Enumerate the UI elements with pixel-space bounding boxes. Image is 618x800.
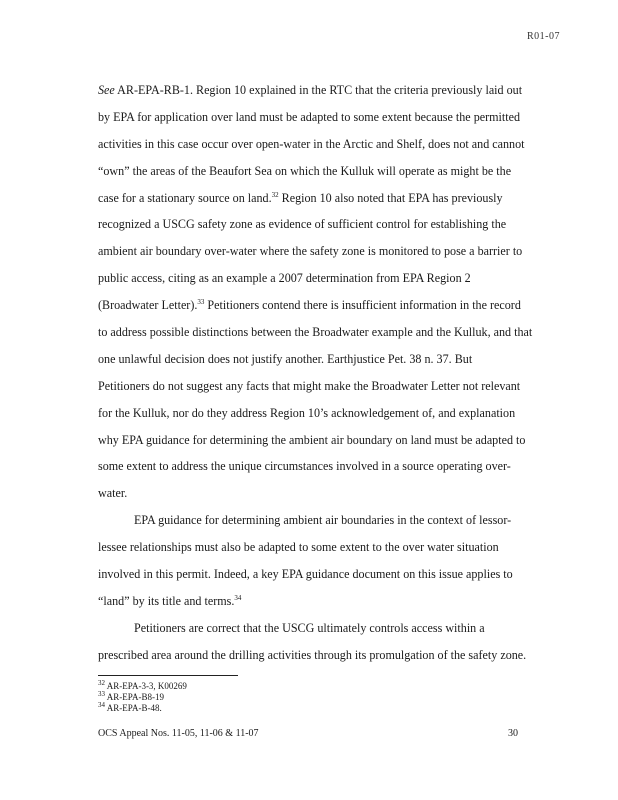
footnote: $^{34}$ AR-EPA-B-48. bbox=[98, 701, 162, 713]
text-line: some extent to address the unique circumstances involved in a source operating over- bbox=[98, 459, 511, 474]
text-line: public access, citing as an example a 2007 determination from EPA Region 2 bbox=[98, 271, 471, 286]
text-line: involved in this permit. Indeed, a key EPA guidance document on this issue applies to bbox=[98, 567, 513, 582]
text-line: one unlawful decision does not justify another. Earthjustice Pet. 38 n. 37. But bbox=[98, 351, 473, 366]
footer-case-caption: OCS Appeal Nos. 11-05, 11-06 & 11-07 bbox=[98, 728, 259, 739]
see-signal: See bbox=[98, 83, 115, 97]
footnote: $^{32}$ AR-EPA-3-3, K00269 bbox=[98, 679, 187, 691]
text-line: EPA guidance for determining ambient air boundaries in the context of lessor- bbox=[134, 513, 512, 528]
text-line: (Broadwater Letter).$^{33}$ Petitioners contend there is insufficient information in the record bbox=[98, 298, 521, 313]
text-line: for the Kulluk, nor do they address Region 10’s acknowledgement of, and explanation bbox=[98, 405, 516, 420]
text-line: activities in this case occur over open-water in the Arctic and Shelf, does not and cannot bbox=[98, 136, 525, 151]
text-line: to address possible distinctions between the Broadwater example and the Kulluk, and that bbox=[98, 325, 533, 340]
text-line: See AR-EPA-RB-1. Region 10 explained in the RTC that the criteria previously laid out bbox=[98, 83, 523, 97]
footnote-ref[interactable]: 34 bbox=[234, 593, 242, 602]
footnote-divider bbox=[98, 675, 238, 676]
text-line: prescribed area around the drilling activities through its promulgation of the safety zone. bbox=[98, 647, 527, 662]
text-line: by EPA for application over land must be adapted to some extent because the permitted bbox=[98, 109, 521, 124]
page-number: 30 bbox=[508, 728, 518, 739]
text-line: why EPA guidance for determining the ambient air boundary on land must be adapted to bbox=[98, 432, 526, 447]
text-line: “land” by its title and terms.$^{34}$ bbox=[98, 593, 242, 608]
footnote: $^{33}$ AR-EPA-B8-19 bbox=[98, 690, 164, 702]
text-line: Petitioners are correct that the USCG ultimately controls access within a bbox=[134, 620, 485, 635]
footnote-ref[interactable]: 33 bbox=[197, 298, 205, 307]
header-stamp: R01-07 bbox=[527, 31, 560, 42]
text-line: “own” the areas of the Beaufort Sea on which the Kulluk will operate as might be the bbox=[98, 163, 512, 178]
text-line: Petitioners do not suggest any facts that might make the Broadwater Letter not relevant bbox=[98, 378, 521, 393]
footnote-ref[interactable]: 32 bbox=[271, 190, 279, 199]
text-line: case for a stationary source on land.$^{32}$ Region 10 also noted that EPA has previously bbox=[98, 190, 503, 205]
text-line: recognized a USCG safety zone as evidence of sufficient control for establishing the bbox=[98, 217, 507, 232]
body-text bbox=[98, 77, 533, 669]
text-line: ambient air boundary over-water where the safety zone is monitored to pose a barrier to bbox=[98, 244, 523, 259]
text-line: water. bbox=[98, 486, 128, 501]
text-line: lessee relationships must also be adapted to some extent to the over water situation bbox=[98, 540, 499, 555]
footnotes bbox=[98, 681, 518, 714]
